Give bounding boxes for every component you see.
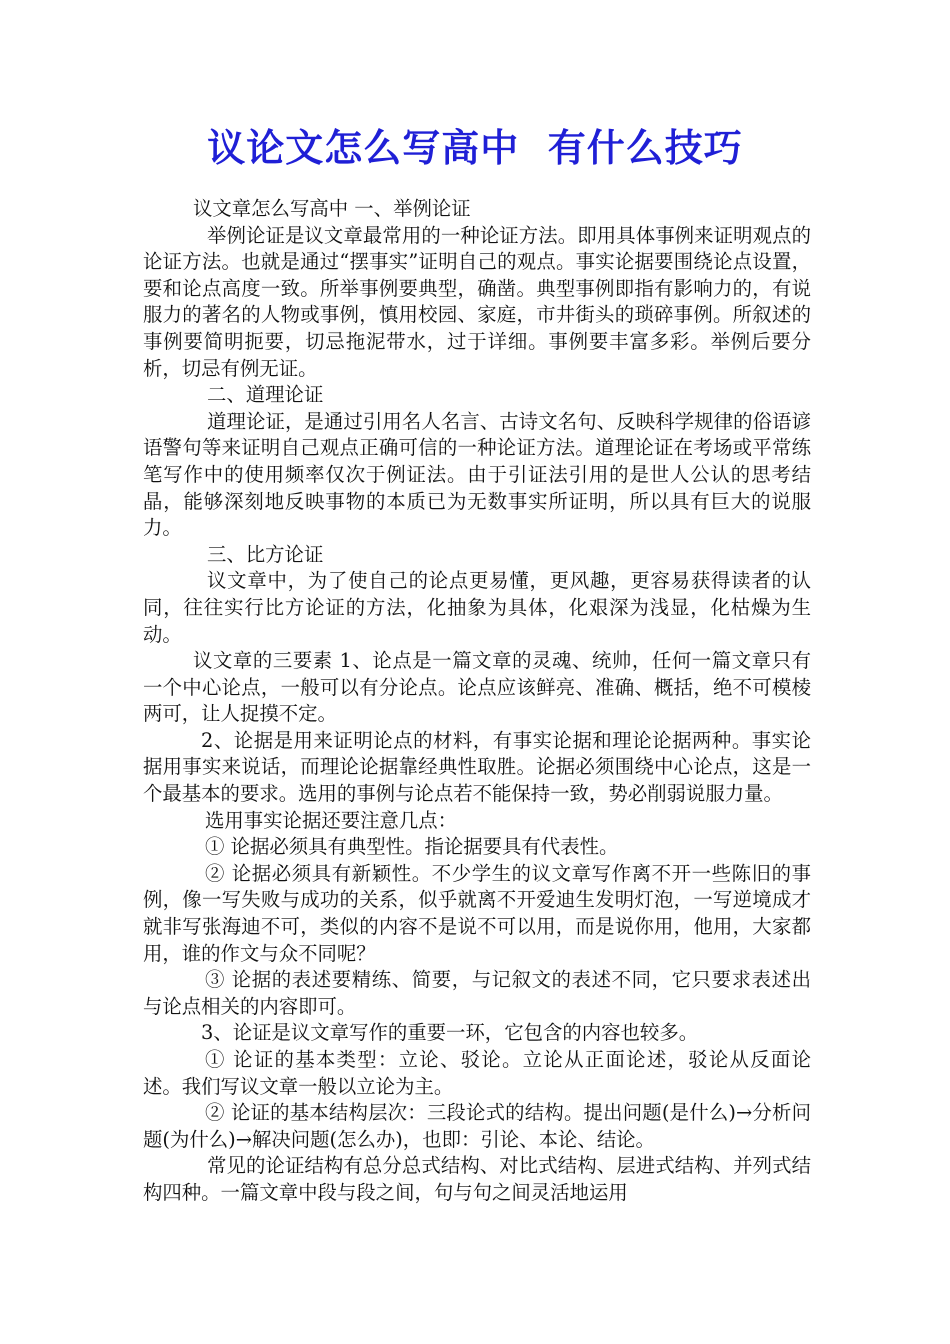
- paragraph-common-structures: 常见的论证结构有总分总式结构、对比式结构、层进式结构、并列式结构四种。一篇文章中段与段之间，句与句之间灵活地运用: [143, 1154, 811, 1204]
- section-heading-reasoning-argument: 二、道理论证: [207, 383, 324, 407]
- section-heading-analogy-argument: 三、比方论证: [207, 542, 324, 566]
- list-item-evidence-typical: ① 论据必须具有典型性。指论据要具有代表性。: [205, 835, 619, 859]
- paragraph-analogy-argument: 议文章中，为了使自己的论点更易懂，更风趣，更容易获得读者的认同，往往实行比方论证的方法，化抽象为具体，化艰深为浅显，化枯燥为生动。: [143, 569, 811, 646]
- paragraph-three-elements-thesis: 议文章的三要素 1、论点是一篇文章的灵魂、统帅，任何一篇文章只有一个中心论点，一般可以有分论点。论点应该鲜亮、准确、概括，绝不可模棱两可，让人捉摸不定。: [143, 649, 811, 726]
- list-item-evidence-concise: ③ 论据的表述要精练、简要，与记叙文的表述不同，它只要求表述出与论点相关的内容即可。: [143, 968, 811, 1018]
- paragraph-evidence: 2、论据是用来证明论点的材料，有事实论据和理论论据两种。事实论据用事实来说话，而理论论据靠经典性取胜。论据必须围绕中心论点，这是一个最基本的要求。选用的事例与论点若不能保持一致，势必削弱说服力量。: [143, 728, 811, 806]
- paragraph-argumentation: 3、论证是议文章写作的重要一环，它包含的内容也较多。: [201, 1021, 699, 1045]
- paragraph-evidence-notes-heading: 选用事实论据还要注意几点：: [205, 808, 458, 832]
- list-item-evidence-novel: ② 论据必须具有新颖性。不少学生的议文章写作离不开一些陈旧的事例，像一写失败与成功的关系，似乎就离不开爱迪生发明灯泡，一写逆境成才就非写张海迪不可，类似的内容不是说不可以用，而是说你用，他用，大家都用，谁的作文与众不同呢？: [143, 861, 811, 965]
- list-item-argument-structure: ② 论证的基本结构层次：三段论式的结构。提出问题(是什么)→分析问题(为什么)→解决问题(怎么办)，也即：引论、本论、结论。: [143, 1101, 811, 1151]
- list-item-argument-types: ① 论证的基本类型：立论、驳论。立论从正面论述，驳论从反面论述。我们写议文章一般以立论为主。: [143, 1048, 811, 1098]
- paragraph-example-argument: 举例论证是议文章最常用的一种论证方法。即用具体事例来证明观点的论证方法。也就是通过“摆事实”证明自己的观点。事实论据要围绕论点设置，要和论点高度一致。所举事例要典型，确凿。典型事例即指有影响力的，有说服力的著名的人物或事例，慎用校园、家庭，市井街头的琐碎事例。所叙述的事例要简明扼要，切忌拖泥带水，过于详细。事例要丰富多彩。举例后要分析，切忌有例无证。: [143, 223, 811, 380]
- section-heading-example-argument: 议文章怎么写高中 一、举例论证: [193, 197, 471, 220]
- document-body: [143, 196, 811, 1207]
- paragraph-reasoning-argument: 道理论证，是通过引用名人名言、古诗文名句、反映科学规律的俗语谚语警句等来证明自己观点正确可信的一种论证方法。道理论证在考场或平常练笔写作中的使用频率仅次于例证法。由于引证法引用的是世人公认的思考结晶，能够深刻地反映事物的本质已为无数事实所证明，所以具有巨大的说服力。: [143, 409, 811, 540]
- document-title: 议论文怎么写高中 有什么技巧: [207, 126, 743, 170]
